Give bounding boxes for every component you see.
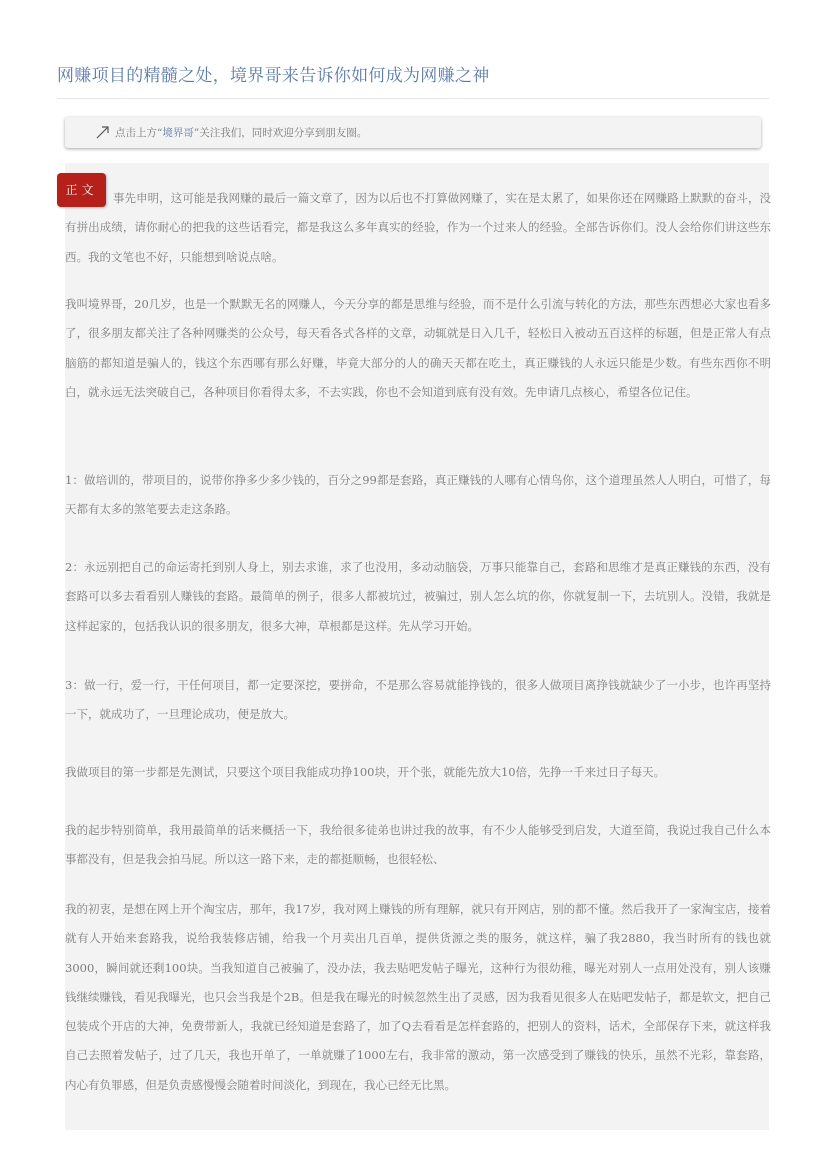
follow-notice [65,117,761,148]
article-paragraph: 1：做培训的，带项目的，说带你挣多少多少钱的，百分之99都是套路，真正赚钱的人哪有心情鸟你，这个道理虽然人人明白，可惜了，每天都有太多的煞笔要去走这条路。 [65,473,771,517]
follow-notice-text [115,126,367,140]
arrow-up-right-icon [95,124,111,140]
article-paragraph: 我叫境界哥，20几岁，也是一个默默无名的网赚人，今天分享的都是思维与经验，而不是什么引流与转化的方法，那些东西想必大家也看多了，很多朋友都关注了各种网赚类的公众号，每天看各式各样的文章，动辄就是日入几千，轻松日入被动五百这样的标题，但是正常人有点脑筋的都知道是骗人的，钱这个东西哪有那么好赚，毕竟大部分的人的确天天都在吃土，真正赚钱的人永远只能是少数。有些东西你不明白，就永远无法突破自己，各种项目你看得太多，不去实践，你也不会知道到底有没有效。先申请几点核心，希望各位记住。 [65,297,771,399]
section-badge: 正文 [57,173,106,207]
notice-prefix: 点击上方“ [115,127,163,139]
brand-link[interactable]: 境界哥 [162,127,194,139]
article-paragraph: 我的初衷，是想在网上开个淘宝店，那年，我17岁，我对网上赚钱的所有理解，就只有开网店，别的都不懂。然后我开了一家淘宝店，接着就有人开始来套路我，说给我装修店铺，给我一个月卖出几百单，提供货源之类的服务，就这样，骗了我2880，我当时所有的钱也就3000，瞬间就还剩100块。当我知道自己被骗了，没办法，我去贴吧发帖子曝光，这种行为很幼稚，曝光对别人一点用处没有，别人该赚钱继续赚钱，看见我曝光，也只会当我是个2B。但是我在曝光的时候忽然生出了灵感，因为我看见很多人在贴吧发帖子，都是软文，把自己包装成个开店的大神，免费带新人，我就已经知道是套路了，加了Q去看看是怎样套路的，把别人的资料，话术，全部保存下来，就这样我自己去照着发帖子，过了几天，我也开单了，一单就赚了1000左右，我非常的激动，第一次感受到了赚钱的快乐，虽然不光彩，靠套路，内心有负罪感，但是负责感慢慢会随着时间淡化，到现在，我心已经无比黑。 [65,902,771,1092]
article-title: 网赚项目的精髓之处，境界哥来告诉你如何成为网赚之神 [57,66,490,86]
article-paragraph: 事先申明，这可能是我网赚的最后一篇文章了，因为以后也不打算做网赚了，实在是太累了，如果你还在网赚路上默默的奋斗，没有拼出成绩，请你耐心的把我的这些话看完，都是我这么多年真实的经验，作为一个过来人的经验。全部告诉你们。没人会给你们讲这些东西。我的文笔也不好，只能想到啥说点啥。 [65,191,771,264]
notice-suffix: ”关注我们，同时欢迎分享到朋友圈。 [193,127,368,139]
article-paragraph: 我做项目的第一步都是先测试，只要这个项目我能成功挣100块，开个张，就能先放大10倍，先挣一千来过日子每天。 [65,765,666,779]
article-paragraph: 2：永远别把自己的命运寄托到别人身上，别去求谁，求了也没用，多动动脑袋，万事只能靠自己，套路和思维才是真正赚钱的东西，没有套路可以多去看看别人赚钱的套路。最简单的例子，很多人都被坑过，被骗过，别人怎么坑的你，你就复制一下，去坑别人。没错，我就是这样起家的，包括我认识的很多朋友，很多大神，草根都是这样。先从学习开始。 [65,560,771,633]
article-paragraph: 3：做一行，爱一行，干任何项目，都一定要深挖，要拼命，不是那么容易就能挣钱的，很多人做项目离挣钱就缺少了一小步，也许再坚持一下，就成功了，一旦理论成功，便是放大。 [65,678,771,722]
title-divider [57,98,769,99]
article-paragraph: 我的起步特别简单，我用最简单的话来概括一下，我给很多徒弟也讲过我的故事，有不少人能够受到启发，大道至简，我说过我自己什么本事都没有，但是我会拍马屁。所以这一路下来，走的都挺顺畅，也很轻松、 [65,823,771,867]
